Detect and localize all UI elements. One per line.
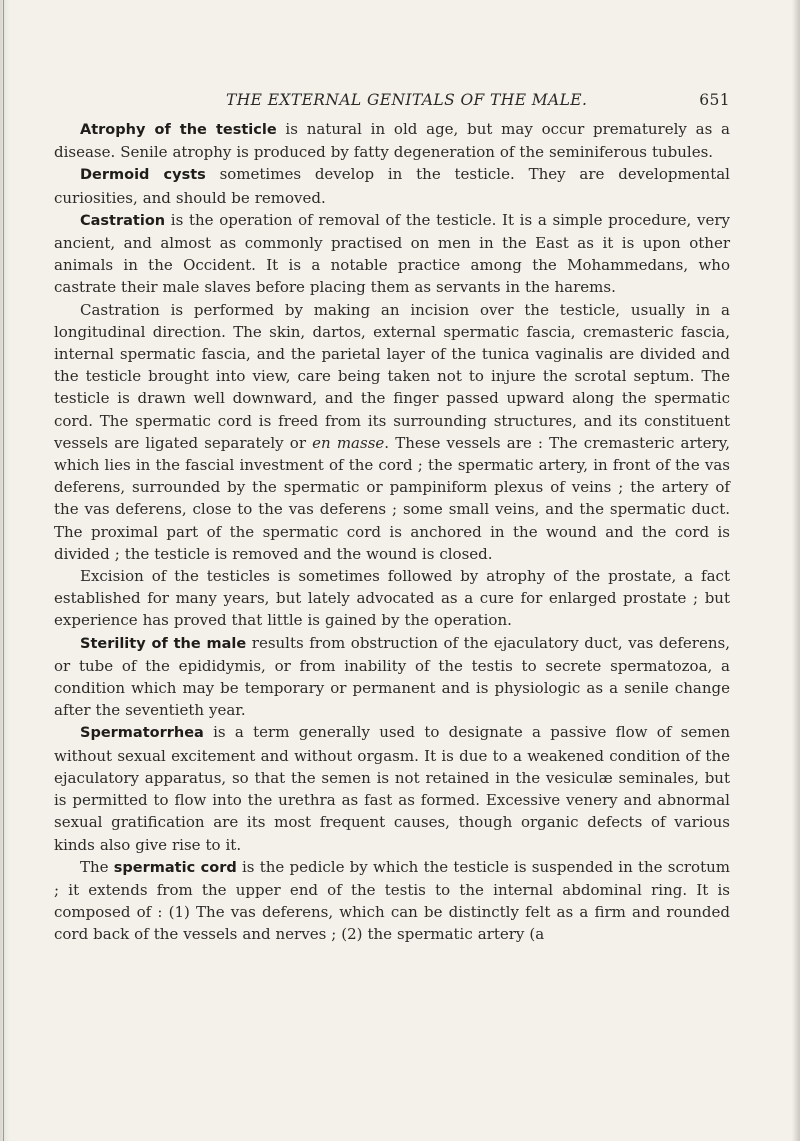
paragraph-text: results from obstruction of the ejaculatory duct, vas deferens, or tube of the epididymis, or from inability of the testis to secrete spermatozoa, a condition which may be temporary or permanent and is physiologic as a senile change after the seventieth year.: [54, 633, 730, 720]
paragraph-text: is natural in old age, but may occur prematurely as a disease. Senile atrophy is produced by fatty degeneration of the seminiferous tubules.: [54, 120, 730, 162]
paragraph-castration: [54, 209, 730, 299]
paragraph-castration-procedure: [54, 299, 730, 565]
page-right-edge: [792, 0, 800, 1141]
running-head: THE EXTERNAL GENITALS OF THE MALE.: [226, 91, 588, 109]
paragraph-text: is the pedicle by which the testicle is suspended in the scrotum ; it extends from the upper end of the testis to the internal abdominal ring. It is composed of : (1) The vas deferens, which can be distinctly felt as a firm and rounded cord back of the vessels and nerves ; (2) the spermatic artery (a: [54, 857, 730, 944]
heading-spermatorrhea: Spermatorrhea: [80, 725, 204, 742]
paragraph-text: Excision of the testicles is sometimes followed by atrophy of the prostate, a fact established for many years, but lately advocated as a cure for enlarged prostate ; but experience has proved that little is gained by the operation.: [54, 567, 730, 630]
paragraph-excision: [54, 565, 730, 632]
page-header: [226, 91, 730, 113]
paragraph-text: is the operation of removal of the testicle. It is a simple procedure, very ancient, and almost as commonly practised on men in the East as it is upon other animals in the Occident. It is a notable practice among the Mohammedans, who castrate their male slaves before placing them as servants in the harems.: [54, 210, 730, 297]
page-number: 651: [699, 91, 730, 109]
heading-atrophy: Atrophy of the testicle: [80, 122, 277, 138]
heading-dermoid-cysts: Dermoid cysts: [80, 167, 206, 184]
paragraph-text: is a term generally used to designate a passive flow of semen without sexual excitement and without orgasm. It is due to a weakened condition of the ejaculatory apparatus, so that the semen is not retained in the vesiculæ seminales, but is permitted to flow into the urethra as fast as formed. Excessive venery and abnormal sexual gratification are its most frequent causes, though organic defects of various kinds also give rise to it.: [54, 723, 730, 854]
italic-term: en masse: [312, 433, 385, 452]
heading-sterility: Sterility of the male: [80, 635, 247, 652]
body-text: [54, 118, 730, 946]
page-binding-edge: [0, 0, 10, 1141]
paragraph-pre: The: [80, 857, 114, 876]
paragraph-text-tail: . These vessels are : The cremasteric artery, which lies in the fascial investment of the cord ; the spermatic artery, in front of the vas deferens, surrounded by the spermatic or pampiniform plexus of veins ; the artery of the vas deferens, close to the vas deferens ; some small veins, and the spermatic duct. The proximal part of the spermatic cord is anchored in the wound and the cord is divided ; the testicle is removed and the wound is closed.: [54, 433, 730, 563]
paragraph-sterility: [54, 632, 730, 722]
paragraph-spermatorrhea: [54, 721, 730, 855]
paragraph-text: Castration is performed by making an incision over the testicle, usually in a longitudinal direction. The skin, dartos, external spermatic fascia, cremasteric fascia, internal spermatic fascia, and the parietal layer of the tunica vaginalis are divided and the testicle brought into view, care being taken not to injure the scrotal septum. The testicle is drawn well downward, and the finger passed upward along the spermatic cord. The spermatic cord is freed from its surrounding structures, and its constituent vessels are ligated separately or: [54, 300, 730, 452]
paragraph-dermoid-cysts: [54, 163, 730, 208]
heading-castration: Castration: [80, 212, 166, 229]
paragraph-atrophy: [54, 118, 730, 163]
paragraph-text: sometimes develop in the testicle. They are developmental curiosities, and should be removed.: [54, 165, 730, 207]
paragraph-spermatic-cord: [54, 856, 730, 946]
heading-spermatic-cord: spermatic cord: [113, 859, 237, 876]
